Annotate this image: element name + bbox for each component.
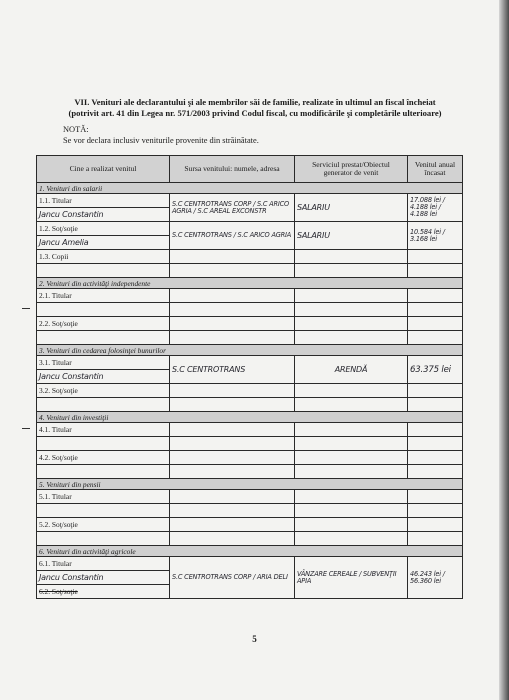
- heading-line-2: (potrivit art. 41 din Legea nr. 571/2003 privind Codul fiscal, cu modificările şi completările ulterioare): [68, 108, 442, 118]
- header-source: Sursa venitului: numele, adresa: [170, 156, 295, 183]
- section-1-title: 1. Venituri din salarii: [37, 183, 463, 194]
- s1-titular-income: 17.088 lei / 4.188 lei / 4.188 lei: [408, 194, 463, 222]
- row-4-1-label: 4.1. Titular: [37, 423, 170, 437]
- note-text: Se vor declara inclusiv veniturile provenite din străinătate.: [63, 136, 259, 145]
- table-header-row: [37, 156, 463, 183]
- s1-titular-source: S.C CENTROTRANS CORP / S.C ARICO AGRIA / S.C AREAL EXCONSTR: [170, 194, 295, 222]
- row-2-2-label: 2.2. Soţ/soţie: [37, 317, 170, 331]
- header-who: Cine a realizat venitul: [37, 156, 170, 183]
- s1-titular-service: SALARIU: [295, 194, 408, 222]
- note-block: [63, 124, 259, 146]
- row-6-1-label: 6.1. Titular: [37, 557, 170, 571]
- section-2-title: 2. Venituri din activităţi independente: [37, 278, 463, 289]
- s1-sot-income: 10.584 lei / 3.168 lei: [408, 222, 463, 250]
- row-3-1-label: 3.1. Titular: [37, 356, 170, 370]
- row-3-2-label: 3.2. Soţ/soţie: [37, 384, 170, 398]
- income-table: [36, 155, 463, 599]
- note-title: NOTĂ:: [63, 125, 89, 134]
- s6-titular-service: VÂNZARE CEREALE / SUBVENŢII APIA: [295, 557, 408, 599]
- row-2-1-label: 2.1. Titular: [37, 289, 170, 303]
- s3-titular-name: Jancu Constantin: [37, 370, 170, 384]
- s3-titular-income: 63.375 lei: [408, 356, 463, 384]
- section-3-title: 3. Venituri din cedarea folosinţei bunurilor: [37, 345, 463, 356]
- s3-titular-service: ARENDĂ: [295, 356, 408, 384]
- s6-titular-name: Jancu Constantin: [37, 571, 170, 585]
- section-4-title: 4. Venituri din investiţii: [37, 412, 463, 423]
- page-number: 5: [252, 634, 257, 644]
- section-6-title: 6. Venituri din activităţi agricole: [37, 546, 463, 557]
- s1-sot-service: SALARIU: [295, 222, 408, 250]
- heading-line-1: VII. Venituri ale declarantului şi ale membrilor săi de familie, realizate în ultimul an fiscal încheiat: [74, 97, 436, 107]
- row-4-2-label: 4.2. Soţ/soţie: [37, 451, 170, 465]
- margin-dash: [22, 308, 30, 309]
- row-5-2-label: 5.2. Soţ/soţie: [37, 518, 170, 532]
- header-service: Serviciul prestat/Obiectul generator de venit: [295, 156, 408, 183]
- row-1-2-label: 1.2. Soţ/soţie: [37, 222, 170, 236]
- s6-titular-source: S.C CENTROTRANS CORP / ARIA DELI: [170, 557, 295, 599]
- margin-dash: [22, 428, 30, 429]
- row-1-3-label: 1.3. Copii: [37, 250, 170, 264]
- s1-sot-name: Jancu Amelia: [37, 236, 170, 250]
- row-6-2-label: 6.2. Soţ/soţie: [37, 585, 170, 599]
- row-1-1-label: 1.1. Titular: [37, 194, 170, 208]
- row-5-1-label: 5.1. Titular: [37, 490, 170, 504]
- section-5-title: 5. Venituri din pensii: [37, 479, 463, 490]
- header-income: Venitul anual încasat: [408, 156, 463, 183]
- s6-titular-income: 46.243 lei / 56.360 lei: [408, 557, 463, 599]
- s1-sot-source: S.C CENTROTRANS / S.C ARICO AGRIA: [170, 222, 295, 250]
- section-heading: [30, 97, 480, 119]
- scan-edge: [499, 0, 509, 700]
- s1-titular-name: Jancu Constantin: [37, 208, 170, 222]
- s3-titular-source: S.C CENTROTRANS: [170, 356, 295, 384]
